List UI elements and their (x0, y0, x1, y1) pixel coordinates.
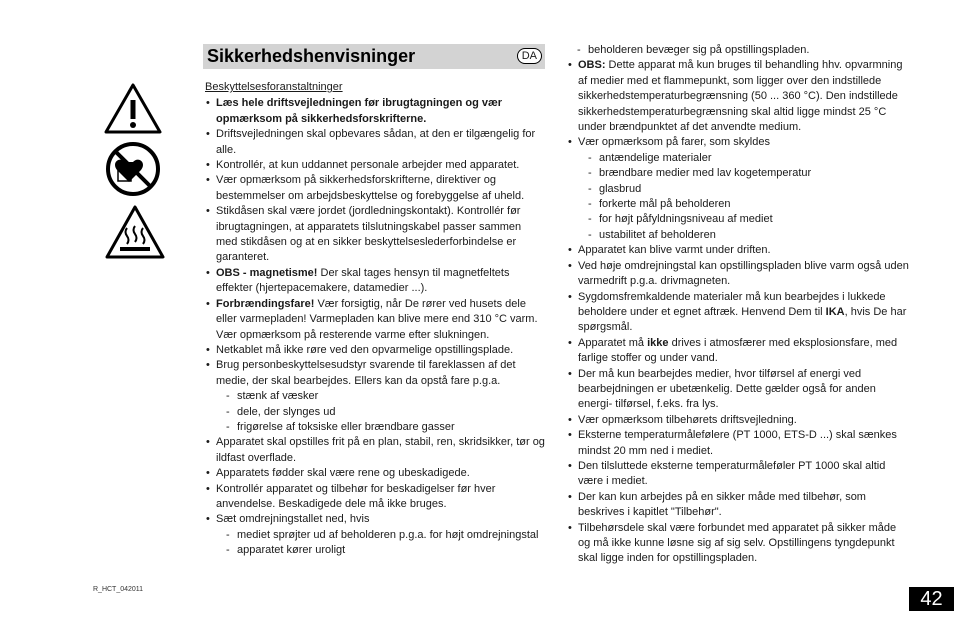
list-item (205, 266, 545, 297)
list-item-bold: OBS - magnetisme! (216, 266, 318, 279)
list-item-text: Dette apparat må kun bruges til behandling hhv. opvarmning af medier med et flammepunkt, som ligger over den indstillede sikkerhedstemperaturbegrænsning (50 ... 360 °C). Den indstillede sikkerhedstemperaturbegrænsning skal altid ligge mindst 25 °C under brændpunktet af det anvendte medium. (578, 59, 903, 134)
sub-list (578, 151, 909, 243)
list-item-text: Der skal tages hensyn til magnetfeltets effekter (hjertepacemakere, datamedier ...). (216, 266, 510, 295)
sub-list-item: - stænk af væsker (216, 389, 545, 404)
list-item-text: drives i atmosfærer med eksplosionsfare, med farlige stoffer og under vand. (578, 336, 898, 365)
safety-list-left (205, 96, 545, 558)
footer-document-code: R_HCT_042011 (93, 586, 144, 593)
list-item-text: Sæt omdrejningstallet ned, hvis (216, 513, 370, 526)
list-item-text: Apparatet må (578, 336, 648, 349)
warning-triangle-icon (104, 82, 162, 134)
sub-list-item: - glasbrud (578, 182, 909, 197)
language-badge: DA (517, 48, 542, 64)
hot-surface-warning-icon (104, 204, 166, 260)
list-item: • Kontrollér apparatet og tilbehør for beskadigelser før hver anvendelse. Beskadigede dele må ikke bruges. (205, 482, 545, 513)
list-item: • Tilbehørsdele skal være forbundet med apparatet på sikker måde og må ikke kunne løsne sig af sig selv. Opstillingens tyngdepunkt skal ligge inden for opstillingspladen. (567, 521, 909, 567)
list-item: • Der må kun bearbejdes medier, hvor tilførsel af energi ved bearbejdningen er ubetænkelig. Dette gælder også for anden energi- tilførsel, f.eks. fra lys. (567, 367, 909, 413)
list-item: • Eksterne temperaturmålefølere (PT 1000, ETS-D ...) skal sænkes mindst 20 mm ned i mediet. (567, 428, 909, 459)
sub-list-item: - frigørelse af toksiske eller brændbare gasser (216, 420, 545, 435)
list-item: • Apparatets fødder skal være rene og ubeskadigede. (205, 466, 545, 481)
no-pacemaker-icon (104, 140, 162, 198)
sub-list-item: - mediet sprøjter ud af beholderen p.g.a. for højt omdrejningstal (216, 528, 545, 543)
list-item-text: Vær forsigtig, når De rører ved husets dele eller varmepladen! Varmepladen kan blive mere end 310 °C varm. Vær opmærksom på resterende varme efter slukningen. (216, 297, 538, 341)
list-item-text: Brug personbeskyttelsesudstyr svarende til fareklassen af det medie, der skal bearbejdes. Ellers kan da opstå fare p.g.a. (216, 359, 516, 387)
sub-list-item: - brændbare medier med lav kogetemperatur (578, 166, 909, 181)
section-heading: Beskyttelsesforanstaltninger (205, 81, 343, 93)
list-item (567, 135, 909, 243)
sub-list-item: - beholderen bevæger sig på opstillingspladen. (567, 43, 909, 58)
list-item: • Kontrollér, at kun uddannet personale arbejder med apparatet. (205, 158, 545, 173)
page-title-bar (203, 44, 545, 69)
list-item (567, 58, 909, 135)
sub-list-item: - ustabilitet af beholderen (578, 228, 909, 243)
list-item: • Apparatet skal opstilles frit på en plan, stabil, ren, skridsikker, tør og ildfast overflade. (205, 435, 545, 466)
page-title: Sikkerhedshenvisninger (207, 46, 416, 66)
right-column (567, 43, 909, 567)
safety-list-right (567, 43, 909, 567)
list-item (205, 512, 545, 558)
left-column (205, 80, 545, 559)
safety-icons (104, 82, 166, 266)
sub-list-item: - forkerte mål på beholderen (578, 197, 909, 212)
list-item: • Der kan kun arbejdes på en sikker måde med tilbehør, som beskrives i kapitlet "Tilbehør". (567, 490, 909, 521)
sub-list (216, 528, 545, 559)
list-item: • Den tilsluttede eksterne temperaturmåleføler PT 1000 skal altid være i mediet. (567, 459, 909, 490)
list-item-bold: OBS: (578, 59, 606, 72)
list-item-bold: IKA (825, 305, 845, 318)
sub-list-item: - for højt påfyldningsniveau af mediet (578, 212, 909, 227)
list-item-bold: ikke (647, 336, 669, 349)
sub-list-item: - apparatet kører uroligt (216, 543, 545, 558)
list-item: • Netkablet må ikke røre ved den opvarmelige opstillingsplade. (205, 343, 545, 358)
list-item: • Stikdåsen skal være jordet (jordledningskontakt). Kontrollér før ibrugtagningen, at apparatets tilslutningskabel passer sammen med stikdåsen og at en sikker beskyttelseslederforbindelse er garanteret. (205, 204, 545, 266)
page-number: 42 (909, 587, 954, 611)
list-item (205, 358, 545, 435)
sub-list-item: - dele, der slynges ud (216, 405, 545, 420)
list-item: • Driftsvejledningen skal opbevares sådan, at den er tilgængelig for alle. (205, 127, 545, 158)
list-item-text: Sygdomsfremkaldende materialer må kun bearbejdes i lukkede beholdere under et egnet aftræk. Henvend Dem til (578, 290, 886, 318)
list-item (205, 297, 545, 343)
list-item: • Ved høje omdrejningstal kan opstillingspladen blive varm også uden varmedrift p.g.a. drivmagneten. (567, 259, 909, 290)
list-item: • Vær opmærksom på sikkerhedsforskrifterne, direktiver og bestemmelser om arbejdsbeskyttelse og forebyggelse af uheld. (205, 173, 545, 204)
sub-list (216, 389, 545, 435)
list-item (205, 96, 545, 127)
sub-list-item: - antændelige materialer (578, 151, 909, 166)
list-item (567, 290, 909, 336)
list-item (567, 336, 909, 367)
list-item-text: Læs hele driftsvejledningen før ibrugtagningen og vær opmærksom på sikkerhedsforskrifterne. (216, 97, 503, 125)
list-item-text: , hvis De har spørgsmål. (578, 305, 907, 334)
list-item: • Vær opmærksom tilbehørets driftsvejledning. (567, 413, 909, 428)
list-item-text: Vær opmærksom på farer, som skyldes (578, 136, 770, 149)
list-item: • Apparatet kan blive varmt under driften. (567, 243, 909, 258)
list-item-bold: Forbrændingsfare! (216, 297, 315, 310)
